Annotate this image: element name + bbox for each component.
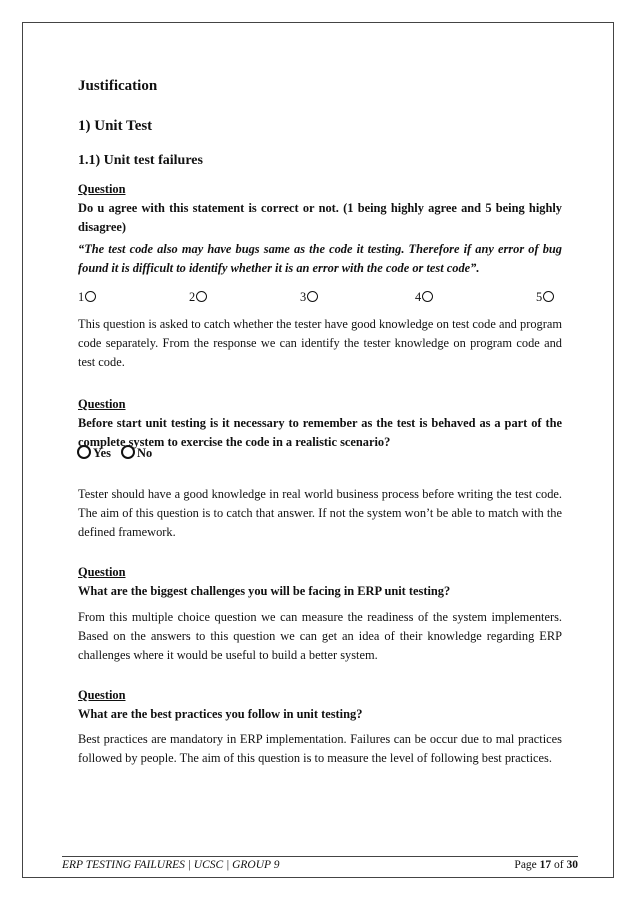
explanation-1: This question is asked to catch whether the tester have good knowledge on test code and program code separately. From the response we can identify the tester knowledge on program code and test code. [78, 317, 562, 369]
page-number: Page 17 of 30 [514, 859, 578, 871]
radio-circle-icon[interactable] [121, 445, 135, 459]
heading-unit-test: 1) Unit Test [78, 118, 153, 134]
option-no[interactable]: No [120, 446, 152, 460]
likert-scale [78, 290, 562, 306]
question-text: What are the biggest challenges you will be facing in ERP unit testing? [78, 584, 451, 598]
explanation-2: Tester should have a good knowledge in real world business process before writing the test code. The aim of this question is to catch that answer. If not the system won’t be able to match with the defined framework. [78, 487, 562, 539]
question-text: Before start unit testing is it necessary to remember as the test is behaved as a part of the complete system to exercise the code in a realistic scenario? [78, 416, 562, 449]
radio-circle-icon[interactable] [543, 291, 554, 302]
question-text: What are the best practices you follow in unit testing? [78, 707, 363, 721]
scale-option-3[interactable]: 3 [300, 290, 318, 305]
scale-option-1[interactable]: 1 [78, 290, 96, 305]
option-yes[interactable]: Yes [76, 446, 111, 460]
question-4 [78, 686, 562, 724]
question-3 [78, 563, 562, 601]
radio-circle-icon[interactable] [422, 291, 433, 302]
question-text: Do u agree with this statement is correct or not. (1 being highly agree and 5 being highly disagree) [78, 201, 562, 234]
scale-option-5[interactable]: 5 [536, 290, 554, 305]
question-1 [78, 180, 562, 237]
heading-unit-test-failures: 1.1) Unit test failures [78, 153, 203, 168]
radio-circle-icon[interactable] [77, 445, 91, 459]
radio-circle-icon[interactable] [196, 291, 207, 302]
explanation-4: Best practices are mandatory in ERP implementation. Failures can be occur due to mal practices followed by people. The aim of this question is to measure the level of following best practices. [78, 732, 562, 765]
question-label: Question [78, 565, 126, 579]
footer-title: ERP TESTING FAILURES | UCSC | GROUP 9 [62, 859, 280, 871]
question-2 [78, 395, 562, 452]
question-label: Question [78, 397, 126, 411]
scale-option-4[interactable]: 4 [415, 290, 433, 305]
yes-no-options [76, 445, 152, 461]
radio-circle-icon[interactable] [307, 291, 318, 302]
page-footer [62, 856, 578, 871]
scale-option-2[interactable]: 2 [189, 290, 207, 305]
question-label: Question [78, 182, 126, 196]
question-quote: “The test code also may have bugs same as the code it testing. Therefore if any error of bug found it is difficult to identify whether it is an error with the code or test code”. [78, 242, 562, 275]
question-label: Question [78, 688, 126, 702]
heading-justification: Justification [78, 78, 158, 94]
explanation-3: From this multiple choice question we can measure the readiness of the system implementers. Based on the answers to this question we can get an idea of their knowledge regarding ERP challenges where it would be useful to build a better system. [78, 610, 562, 662]
radio-circle-icon[interactable] [85, 291, 96, 302]
